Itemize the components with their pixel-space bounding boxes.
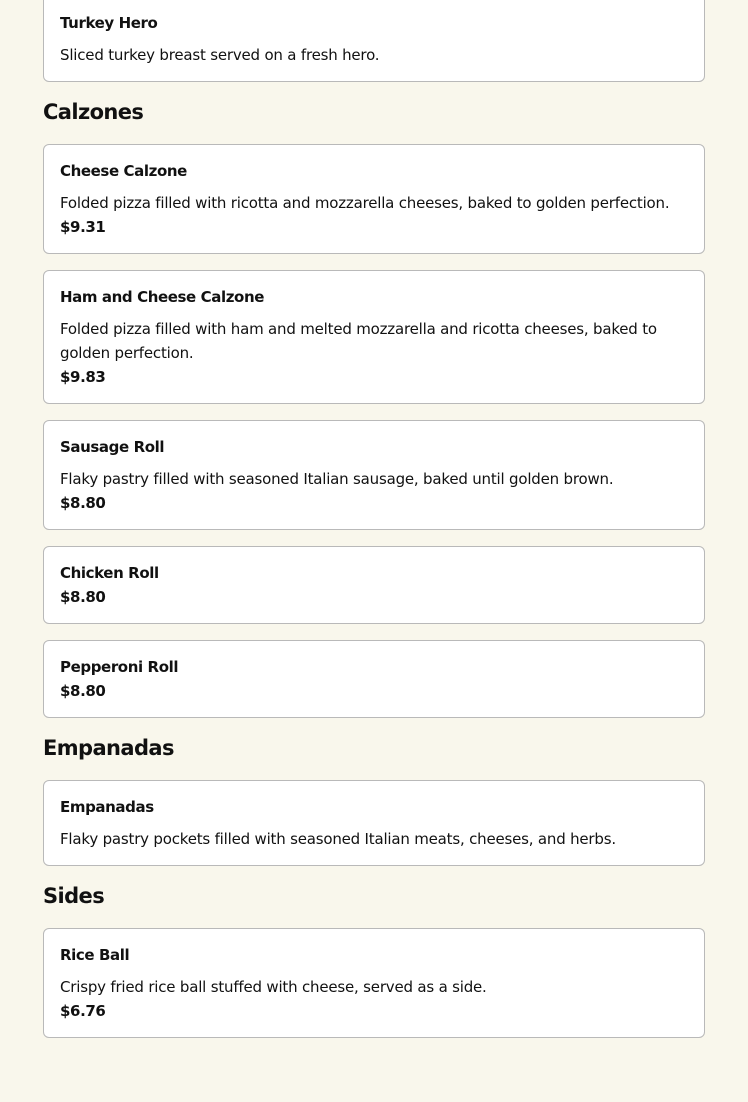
menu-item-card[interactable] — [43, 420, 705, 530]
menu-item-description: Folded pizza filled with ricotta and mozzarella cheeses, baked to golden perfection. — [60, 194, 670, 212]
menu-item-name: Sausage Roll — [60, 438, 165, 456]
menu-item-card[interactable] — [43, 928, 705, 1038]
menu-item-name: Chicken Roll — [60, 564, 159, 582]
menu-item-card[interactable] — [43, 270, 705, 404]
menu-item-card[interactable] — [43, 640, 705, 718]
menu-item-card[interactable] — [43, 780, 705, 866]
menu-item-card[interactable] — [43, 546, 705, 624]
section-title-empanadas: Empanadas — [43, 736, 174, 760]
menu-item-description: Flaky pastry pockets filled with seasoned Italian meats, cheeses, and herbs. — [60, 830, 616, 848]
menu-item-description: Folded pizza filled with ham and melted mozzarella and ricotta cheeses, baked to golden perfection. — [60, 320, 657, 362]
menu-item-card[interactable] — [43, 144, 705, 254]
menu-list — [43, 0, 705, 1054]
section-title-calzones: Calzones — [43, 100, 144, 124]
menu-item-name: Ham and Cheese Calzone — [60, 288, 265, 306]
menu-item-price: $8.80 — [60, 494, 106, 512]
menu-item-description: Crispy fried rice ball stuffed with cheese, served as a side. — [60, 978, 487, 996]
menu-item-name: Pepperoni Roll — [60, 658, 179, 676]
section-title-sides: Sides — [43, 884, 105, 908]
menu-item-description: Flaky pastry filled with seasoned Italian sausage, baked until golden brown. — [60, 470, 614, 488]
menu-item-price: $6.76 — [60, 1002, 106, 1020]
menu-item-card[interactable] — [43, 0, 705, 82]
menu-item-price: $8.80 — [60, 588, 106, 606]
menu-item-price: $8.80 — [60, 682, 106, 700]
menu-item-name: Rice Ball — [60, 946, 130, 964]
menu-item-name: Cheese Calzone — [60, 162, 187, 180]
menu-item-price: $9.31 — [60, 218, 106, 236]
menu-item-description: Sliced turkey breast served on a fresh hero. — [60, 46, 380, 64]
menu-item-name: Turkey Hero — [60, 14, 158, 32]
menu-item-price: $9.83 — [60, 368, 106, 386]
menu-item-name: Empanadas — [60, 798, 154, 816]
